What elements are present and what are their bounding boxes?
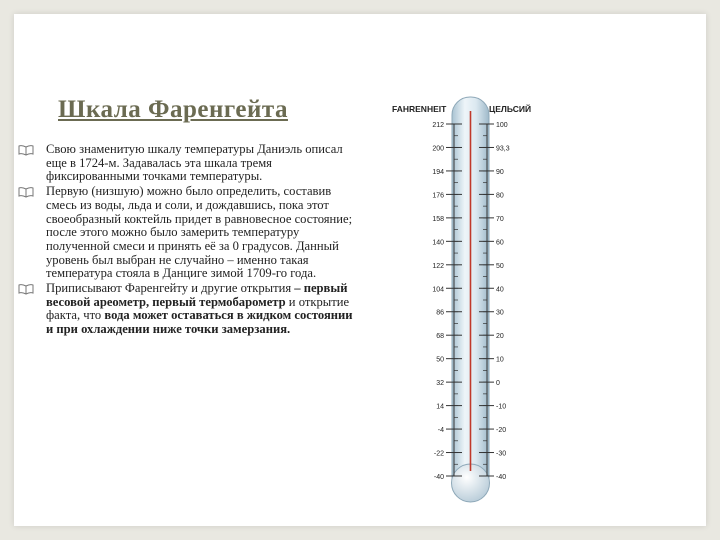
fahrenheit-tick-label: 200 (432, 145, 444, 153)
celsius-tick-label: 20 (496, 333, 504, 341)
bullet-text: Свою знаменитую шкалу температуры Даниэль описал еще в 1724-м. Задавалась эта шкала тремя фиксированными точками температуры. (46, 142, 343, 184)
fahrenheit-tick-label: 122 (432, 262, 444, 270)
celsius-tick-label: 80 (496, 192, 504, 200)
bullet-item (18, 282, 358, 337)
celsius-tick-label: -20 (496, 427, 507, 435)
celsius-tick-label: 10 (496, 356, 504, 364)
slide-title: Шкала Фаренгейта (58, 96, 288, 123)
fahrenheit-tick-label: -22 (433, 450, 444, 458)
celsius-tick-label: 70 (496, 215, 504, 223)
fahrenheit-tick-label: 86 (436, 309, 444, 317)
celsius-tick-label: 50 (496, 262, 504, 270)
fahrenheit-header: FAHRENHEIT (392, 104, 447, 114)
thermometer-figure (390, 93, 538, 511)
celsius-tick-label: 93,3 (496, 145, 510, 153)
celsius-tick-label: -30 (496, 450, 507, 458)
fahrenheit-tick-label: 50 (436, 356, 444, 364)
celsius-tick-label: 60 (496, 239, 504, 247)
celsius-header: ЦЕЛЬСИЙ (489, 104, 532, 114)
celsius-tick-label: 0 (496, 380, 500, 388)
bullet-text: Приписывают Фаренгейту и другие открытия – первый весовой ареометр, первый термобарометр и открытие факта, что вода может оставаться в жидком состоянии и при охлаждении ниже точки замерзания. (46, 281, 353, 337)
celsius-tick-label: 30 (496, 309, 504, 317)
book-bullet-icon (18, 186, 34, 198)
thermometer-svg (390, 93, 538, 511)
celsius-tick-label: 90 (496, 168, 504, 176)
fahrenheit-tick-label: -4 (437, 427, 444, 435)
celsius-tick-label: 100 (496, 122, 508, 129)
fahrenheit-tick-label: -40 (433, 474, 444, 481)
bullet-item (18, 143, 358, 184)
fahrenheit-tick-label: 194 (432, 168, 444, 176)
bullet-list (18, 143, 358, 338)
fahrenheit-tick-label: 14 (436, 403, 444, 411)
fahrenheit-tick-label: 140 (432, 239, 444, 247)
fahrenheit-tick-label: 104 (432, 286, 444, 294)
book-bullet-icon (18, 283, 34, 295)
bullet-item (18, 185, 358, 281)
fahrenheit-tick-label: 68 (436, 333, 444, 341)
bullet-text: Первую (низшую) можно было определить, составив смесь из воды, льда и соли, и дождавшись, пока этот своеобразный коктейль придет в равновесное состояние; после этого можно было замерить температуру полученной смеси и принять её за 0 градусов. Данный уровень был выбран не случайно – именно такая температура стояла в Данциге зимой 1709-го года. (46, 184, 353, 281)
book-bullet-icon (18, 144, 34, 156)
celsius-tick-label: -10 (496, 403, 507, 411)
fahrenheit-tick-label: 212 (432, 122, 444, 129)
fahrenheit-tick-label: 32 (436, 380, 444, 388)
fahrenheit-tick-label: 158 (432, 215, 444, 223)
fahrenheit-tick-label: 176 (432, 192, 444, 200)
celsius-tick-label: 40 (496, 286, 504, 294)
celsius-tick-label: -40 (496, 474, 507, 481)
